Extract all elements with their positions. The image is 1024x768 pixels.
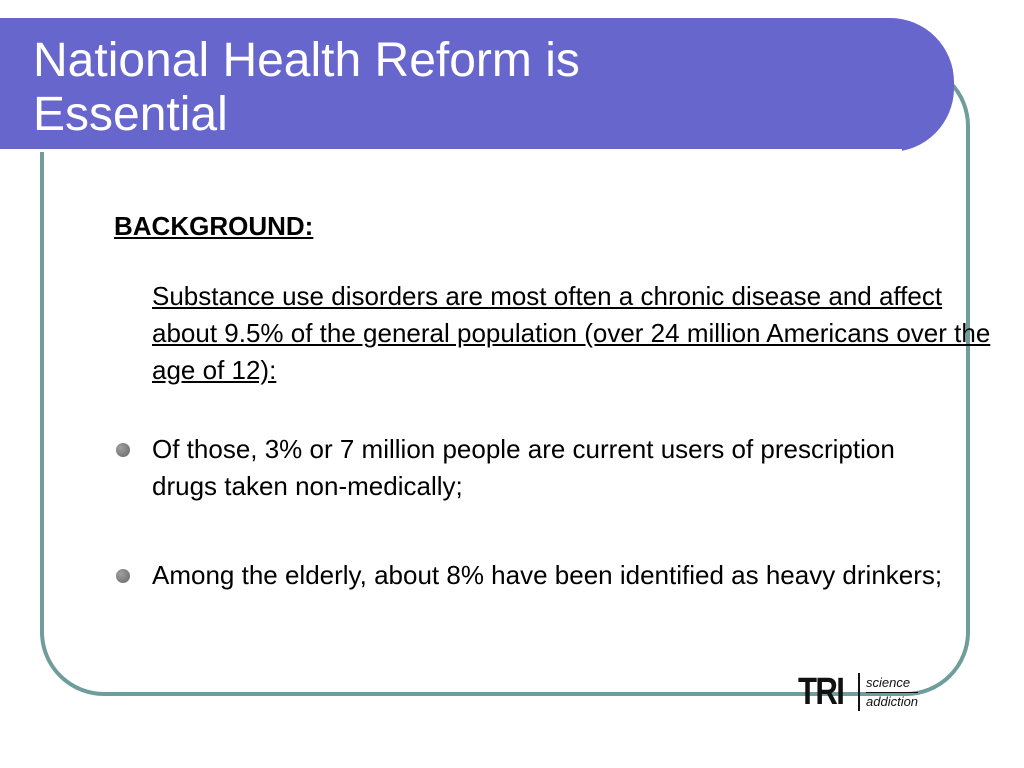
bullet-dot-icon [116, 569, 130, 583]
title-band [0, 18, 954, 152]
slide-title-line-2: Essential [33, 88, 228, 141]
bullet-text: Among the elderly, about 8% have been identified as heavy drinkers; [152, 560, 943, 590]
logo-word-addiction: addiction [866, 694, 919, 709]
slide-body [114, 208, 1004, 646]
bullet-list [114, 431, 1004, 594]
section-heading: BACKGROUND: [114, 211, 314, 241]
bullet-text: Of those, 3% or 7 million people are current users of prescription drugs taken non-medically; [152, 434, 895, 501]
bullet-dot-icon [116, 443, 130, 457]
intro-paragraph: Substance use disorders are most often a chronic disease and affect about 9.5% of the general population (over 24 million Americans over the age of 12): [152, 281, 991, 385]
slide-title-line-1: National Health Reform is [33, 34, 580, 87]
slide-title [33, 34, 580, 142]
logo-words [866, 674, 918, 710]
bullet-item [114, 431, 952, 505]
bullet-item [114, 557, 952, 594]
title-underline [0, 149, 902, 152]
tri-logo [798, 671, 918, 713]
logo-mark: TRI [798, 671, 844, 713]
logo-divider [858, 673, 860, 711]
logo-word-science: science [866, 674, 918, 693]
